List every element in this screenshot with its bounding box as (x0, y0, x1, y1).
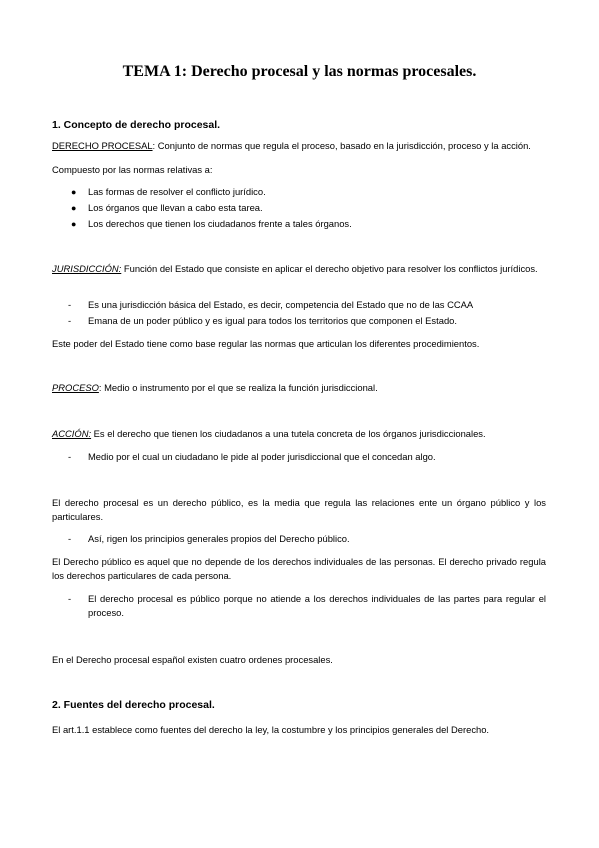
section-heading-fuentes: 2. Fuentes del derecho procesal. (52, 699, 215, 711)
jurisdiccion-list (52, 298, 546, 330)
dash-marker: - (68, 299, 72, 310)
definition-text: Es el derecho que tienen los ciudadanos a una tutela concreta de los órganos jurisdiccionales. (91, 428, 486, 439)
list-item (52, 592, 546, 620)
list-item-text: El derecho procesal es público porque no atiende a los derechos individuales de las partes para regular el proceso. (88, 593, 546, 618)
list-item (52, 217, 546, 233)
bullet-icon: ● (71, 187, 77, 197)
definition-text: : Medio o instrumento por el que se realiza la función jurisdiccional. (98, 382, 378, 393)
definition-proceso (52, 381, 546, 395)
poder-paragraph: Este poder del Estado tiene como base regular las normas que articulan los diferentes procedimientos. (52, 338, 480, 349)
term-accion: ACCIÓN: (52, 428, 92, 439)
definition-text: Función del Estado que consiste en aplicar el derecho objetivo para resolver los conflictos jurídicos. (121, 263, 538, 274)
publico-paragraph: El derecho procesal es un derecho público, es la media que regula las relaciones ente un órgano público y los particulares. (52, 497, 546, 522)
privado-paragraph: El Derecho público es aquel que no depende de los derechos individuales de las personas. El derecho privado regula los derechos particulares de cada persona. (52, 556, 546, 581)
list-item-text: Los derechos que tienen los ciudadanos frente a tales órganos. (88, 218, 352, 229)
bullet-icon: ● (71, 203, 77, 213)
dash-marker: - (68, 593, 72, 604)
page-title: TEMA 1: Derecho procesal y las normas procesales. (122, 63, 477, 80)
definition-derecho-procesal (52, 139, 546, 153)
list-item (52, 298, 546, 312)
list-item (52, 185, 546, 201)
list-item-text: Es una jurisdicción básica del Estado, es decir, competencia del Estado que no de las CCAA (88, 299, 474, 310)
compuesto-paragraph: Compuesto por las normas relativas a: (52, 164, 213, 175)
ordenes-paragraph: En el Derecho procesal español existen cuatro ordenes procesales. (52, 654, 333, 665)
list-item-text: Emana de un poder público y es igual para todos los territorios que componen el Estado. (88, 315, 457, 326)
list-item (52, 450, 546, 464)
list-item (52, 314, 546, 328)
dash-marker: - (68, 533, 72, 544)
privado-list (52, 592, 546, 622)
dash-marker: - (68, 315, 72, 326)
term-jurisdiccion: JURISDICCIÓN: (52, 263, 122, 274)
publico-list (52, 532, 546, 548)
definition-accion (52, 427, 546, 441)
section-heading-concepto: 1. Concepto de derecho procesal. (52, 119, 221, 131)
art-paragraph: El art.1.1 establece como fuentes del derecho la ley, la costumbre y los principios generales del Derecho. (52, 724, 490, 735)
definition-text: : Conjunto de normas que regula el proceso, basado en la jurisdicción, proceso y la acción. (152, 140, 531, 151)
list-item-text: Los órganos que llevan a cabo esta tarea. (88, 202, 263, 213)
bullet-icon: ● (71, 219, 77, 229)
accion-list (52, 450, 546, 466)
list-item-text: Medio por el cual un ciudadano le pide al poder jurisdiccional que el concedan algo. (88, 451, 436, 462)
list-item-text: Las formas de resolver el conflicto jurídico. (88, 186, 266, 197)
normas-list (52, 185, 546, 233)
list-item (52, 201, 546, 217)
term-proceso: PROCESO (52, 382, 99, 393)
dash-marker: - (68, 451, 72, 462)
term-derecho-procesal: DERECHO PROCESAL (52, 140, 153, 151)
definition-jurisdiccion (52, 262, 546, 276)
list-item-text: Así, rigen los principios generales propios del Derecho público. (88, 533, 350, 544)
list-item (52, 532, 546, 546)
